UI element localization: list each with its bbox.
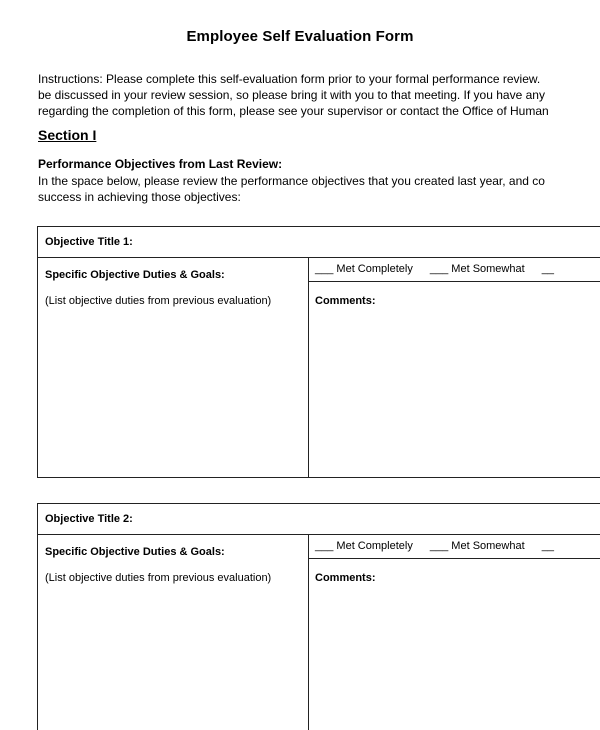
column-divider xyxy=(308,257,309,477)
comments-label[interactable]: Comments: xyxy=(315,572,376,584)
instructions-line: be discussed in your review session, so please bring it with you to that meeting. If you have any xyxy=(38,88,545,102)
objective-box-1 xyxy=(37,226,600,478)
performance-text xyxy=(38,173,545,205)
objective-title[interactable]: Objective Title 1: xyxy=(45,236,133,248)
divider xyxy=(38,257,600,258)
page-title: Employee Self Evaluation Form xyxy=(186,28,414,45)
divider xyxy=(308,558,600,559)
duties-label: Specific Objective Duties & Goals: xyxy=(45,546,225,558)
instructions xyxy=(38,71,598,119)
performance-heading: Performance Objectives from Last Review: xyxy=(38,157,283,171)
rating-cutoff[interactable]: __ xyxy=(541,540,554,552)
comments-label[interactable]: Comments: xyxy=(315,295,376,307)
divider xyxy=(38,534,600,535)
rating-met-completely[interactable]: ___ Met Completely xyxy=(315,540,413,552)
duties-label: Specific Objective Duties & Goals: xyxy=(45,269,225,281)
divider xyxy=(308,281,600,282)
rating-met-completely[interactable]: ___ Met Completely xyxy=(315,263,413,275)
instructions-line: Instructions: Please complete this self-evaluation form prior to your formal performance review. xyxy=(38,72,541,86)
rating-met-somewhat[interactable]: ___ Met Somewhat xyxy=(429,540,525,552)
duties-hint[interactable]: (List objective duties from previous evaluation) xyxy=(45,295,272,307)
objective-title[interactable]: Objective Title 2: xyxy=(45,513,133,525)
rating-options xyxy=(315,263,568,275)
column-divider xyxy=(308,534,309,730)
objective-box-2 xyxy=(37,503,600,730)
rating-met-somewhat[interactable]: ___ Met Somewhat xyxy=(429,263,525,275)
rating-cutoff[interactable]: __ xyxy=(541,263,554,275)
instructions-line: regarding the completion of this form, please see your supervisor or contact the Office of Human xyxy=(38,104,549,118)
rating-options xyxy=(315,540,568,552)
performance-text-line: success in achieving those objectives: xyxy=(38,190,241,204)
duties-hint[interactable]: (List objective duties from previous evaluation) xyxy=(45,572,272,584)
section-heading: Section I xyxy=(38,127,97,143)
performance-text-line: In the space below, please review the performance objectives that you created last year, and co xyxy=(38,174,545,188)
